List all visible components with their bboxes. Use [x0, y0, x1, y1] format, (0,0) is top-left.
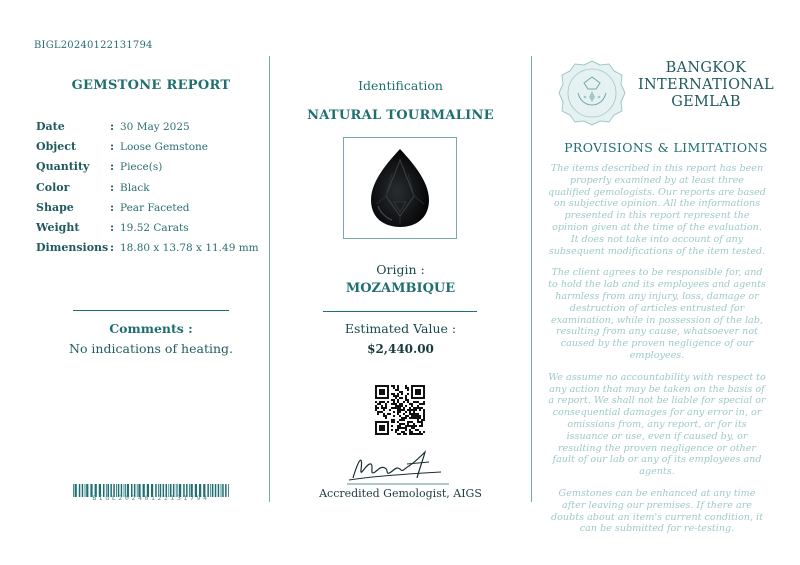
provisions-title: PROVISIONS & LIMITATIONS — [564, 140, 768, 155]
detail-row-date — [36, 120, 268, 140]
panel-divider-right — [531, 56, 532, 502]
details-list — [36, 120, 268, 261]
lab-seal-logo — [558, 59, 626, 127]
detail-row-object — [36, 140, 268, 160]
lab-name-line: INTERNATIONAL — [638, 77, 774, 93]
gem-image — [368, 146, 432, 230]
estimated-value-label: Estimated Value : — [344, 321, 457, 336]
origin-divider — [323, 311, 477, 312]
detail-colon: : — [110, 180, 115, 194]
origin-label: Origin : — [376, 262, 425, 277]
detail-label: Weight — [36, 220, 80, 234]
provision-paragraph: The client agrees to be responsible for, and to hold the lab and its employees and agents harmless from any injury, loss, damage or destruction of articles entrusted for examination, while in possession of the lab, resulting from any cause, whatsoever not caused by the proven negligence of our employees. — [548, 267, 766, 361]
detail-row-color — [36, 181, 268, 201]
report-number: BIGL20240122131794 — [34, 40, 153, 51]
detail-label: Quantity — [36, 160, 90, 174]
detail-row-shape — [36, 201, 268, 221]
detail-value: Piece(s) — [120, 161, 163, 174]
detail-value: Black — [120, 181, 150, 194]
lab-name-line: BANGKOK — [665, 60, 747, 76]
detail-label: Dimensions — [36, 241, 109, 255]
detail-colon: : — [110, 120, 115, 133]
detail-value: Pear Faceted — [120, 201, 190, 214]
gemologist-label: Accredited Gemologist, AIGS — [319, 487, 482, 500]
detail-colon: : — [110, 220, 115, 234]
detail-row-quantity — [36, 160, 268, 180]
detail-label: Object — [36, 140, 77, 154]
detail-row-dimensions — [36, 241, 268, 261]
detail-row-weight — [36, 221, 268, 241]
detail-label: Color — [36, 180, 70, 194]
detail-colon: : — [110, 160, 115, 174]
provision-paragraph: Gemstones can be enhanced at any time after leaving our premises. If there are doubts about an item's current condition, it can be submitted for re-testing. — [551, 487, 763, 535]
comments-text: No indications of heating. — [69, 341, 233, 356]
provisions-text — [548, 163, 766, 545]
barcode-number: BIGL20240122131794 — [92, 494, 210, 502]
detail-colon: : — [110, 140, 115, 154]
detail-value: 30 May 2025 — [120, 121, 190, 133]
gem-photo-frame — [343, 137, 457, 239]
detail-colon: : — [110, 200, 115, 214]
lab-name-line: GEMLAB — [671, 94, 741, 110]
origin-value: MOZAMBIQUE — [345, 281, 456, 296]
detail-value: 18.80 x 13.78 x 11.49 mm — [120, 242, 259, 255]
detail-value: Loose Gemstone — [120, 141, 209, 154]
estimated-value-amount: $2,440.00 — [367, 342, 434, 356]
detail-label: Date — [36, 120, 65, 133]
provision-paragraph: The items described in this report has been properly examined by at least three qualified gemologists. Our reports are based on subjective opinion. All the informations presented in this report represent the opinion given at the time of the evaluation. It does not take into account of any subsequent modifications of the item tested. — [548, 163, 766, 257]
gem-name: NATURAL TOURMALINE — [307, 108, 494, 123]
detail-label: Shape — [36, 200, 74, 214]
comments-label: Comments : — [109, 321, 193, 336]
provision-paragraph: We assume no accountability with respect to any action that may be taken on the basis of a report. We shall not be liable for special or consequential damages for any error in, or omissions from, any report, or for its issuance or use, even if caused by, or resulting the proven negligence or other fault of our lab or any of its employees and agents. — [548, 371, 766, 478]
qr-code — [375, 385, 425, 435]
identification-label: Identification — [358, 78, 443, 93]
signature — [345, 448, 455, 486]
lab-name — [636, 60, 776, 111]
comments-divider — [73, 310, 229, 311]
report-title: GEMSTONE REPORT — [71, 78, 231, 93]
detail-value: 19.52 Carats — [120, 221, 189, 234]
detail-colon: : — [110, 241, 115, 255]
